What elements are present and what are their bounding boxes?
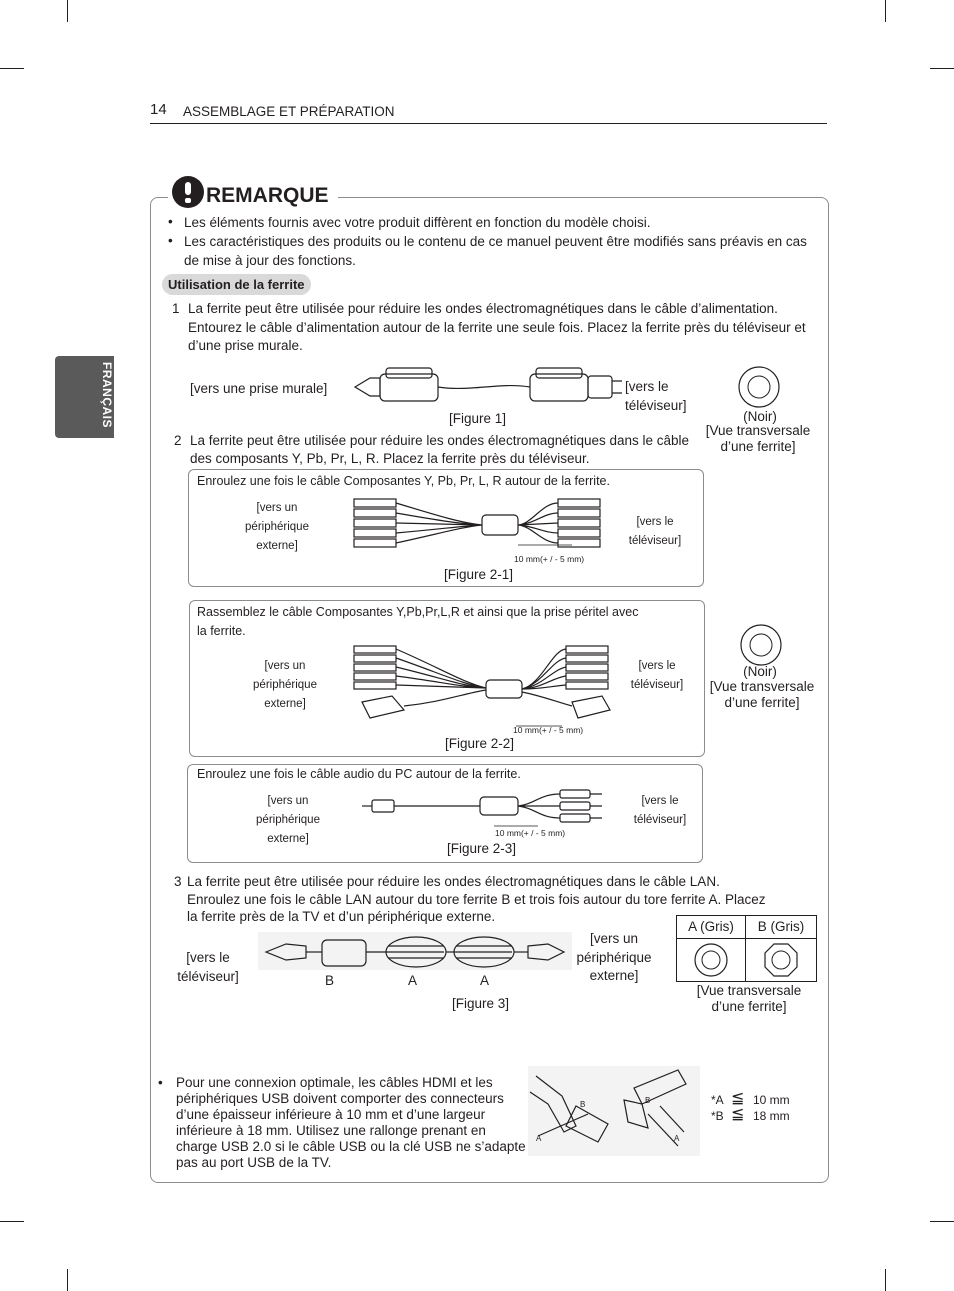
- ferrite-table-header-a: A (Gris): [688, 919, 734, 934]
- less-equal-icon: ≦: [731, 1090, 745, 1107]
- fig22-right-label: [vers le téléviseur]: [630, 660, 684, 691]
- item3-text: La ferrite peut être utilisée pour réduire les ondes électromagnétiques dans le câble LAN. Enroulez une fois le câble LAN autour du tore ferrite B et trois fois autour du tore ferrite A. Placez la ferrite près de la TV et d’un périphérique externe.: [187, 874, 766, 924]
- language-tab-label: FRANÇAIS: [100, 362, 114, 428]
- component-cable-ferrite-illustration: [352, 497, 602, 555]
- ferrite-cross-section-icon: [740, 624, 782, 666]
- fig22-caption: [Figure 2-2]: [445, 736, 515, 751]
- fig1-right-label: [vers le téléviseur]: [625, 379, 687, 413]
- crop-mark: [885, 0, 886, 22]
- warning-icon: [172, 176, 204, 208]
- ferrite-view-2-color: (Noir): [743, 664, 777, 679]
- ferrite-table: [676, 915, 817, 982]
- bullet-icon: •: [168, 233, 173, 248]
- fig21-left-label: [vers un périphérique externe]: [245, 502, 309, 552]
- ferrite-table-label: [Vue transversale d’une ferrite]: [696, 983, 802, 1014]
- pc-audio-ferrite-illustration: [360, 786, 610, 830]
- fig3-caption: [Figure 3]: [452, 996, 510, 1011]
- ferrite-view-2-label: [Vue transversale d’une ferrite]: [709, 679, 815, 710]
- ferrite-a-icon: [694, 943, 728, 977]
- language-tab: [55, 356, 114, 438]
- crop-mark: [67, 1269, 68, 1291]
- spec-a-value: 10 mm: [753, 1093, 790, 1107]
- bullet-icon: •: [168, 214, 173, 229]
- crop-mark: [885, 1269, 886, 1291]
- note-title: REMARQUE: [206, 184, 329, 207]
- fig22-left-label: [vers un périphérique externe]: [253, 660, 317, 710]
- fig23-caption: [Figure 2-3]: [447, 841, 517, 856]
- spec-b-label: *B: [711, 1109, 724, 1123]
- fig3-left-label: [vers le téléviseur]: [177, 950, 239, 984]
- crop-mark: [930, 68, 954, 69]
- ferrite-view-1-color: (Noir): [743, 409, 777, 424]
- crop-mark: [67, 0, 68, 22]
- fig21-measure: 10 mm(+ / - 5 mm): [514, 554, 585, 564]
- hdmi-usb-note: Pour une connexion optimale, les câbles HDMI et les périphériques USB doivent comporter des connecteurs d’une épaisseur inférieure à 10 mm et d’une largeur inférieure à 18 mm. Utilisez une rallonge prenant en charge USB 2.0 si le câble USB ou la clé USB ne s’adapte pas au port USB de la TV.: [176, 1075, 526, 1170]
- usb-diagram-label-b: B: [645, 1096, 651, 1105]
- item2-text: La ferrite peut être utilisée pour réduire les ondes électromagnétiques dans le câble des composants Y, Pb, Pr, L, R. Placez la ferrite près du téléviseur.: [190, 433, 690, 466]
- fig1-left-label: [vers une prise murale]: [190, 381, 328, 396]
- ferrite-heading: [162, 274, 311, 295]
- ferrite-table-header-b: B (Gris): [757, 919, 805, 934]
- crop-mark: [930, 1221, 954, 1222]
- item3-number: 3: [174, 874, 182, 889]
- page-header: [150, 101, 827, 124]
- note-bullet-2: Les caractéristiques des produits ou le contenu de ce manuel peuvent être modifiés sans préavis en cas de mise à jour des fonctions.: [184, 234, 807, 268]
- fig3-label-b: B: [325, 973, 335, 988]
- fig3-label-a2: A: [480, 973, 490, 988]
- usb-diagram-label-a: A: [674, 1134, 680, 1143]
- item1-number: 1: [172, 301, 180, 316]
- ferrite-b-icon: [764, 943, 798, 977]
- hdmi-diagram-label-a: A: [536, 1134, 542, 1143]
- crop-mark: [0, 1221, 24, 1222]
- ferrite-heading-label: Utilisation de la ferrite: [168, 277, 305, 292]
- fig1-caption: [Figure 1]: [449, 411, 507, 426]
- page-number: 14: [150, 101, 167, 118]
- fig3-right-label: [vers un périphérique externe]: [576, 931, 652, 983]
- scart-component-ferrite-illustration: [352, 644, 614, 726]
- fig21-caption: [Figure 2-1]: [444, 567, 514, 582]
- fig3-label-a1: A: [408, 973, 418, 988]
- bullet-icon: •: [158, 1075, 163, 1090]
- item2-number: 2: [174, 433, 182, 448]
- fig22-measure: 10 mm(+ / - 5 mm): [513, 725, 584, 735]
- item1-text: La ferrite peut être utilisée pour réduire les ondes électromagnétiques dans le câble d’alimentation. Entourez le câble d’alimentation autour de la ferrite une seule fois. Placez la ferrite près du téléviseur et d’une prise murale.: [188, 301, 806, 353]
- spec-a-label: *A: [711, 1093, 724, 1107]
- note-bullet-1: Les éléments fournis avec votre produit diffèrent en fonction du modèle choisi.: [184, 215, 651, 230]
- lan-cable-ferrite-illustration: [258, 932, 572, 970]
- section-title: ASSEMBLAGE ET PRÉPARATION: [183, 104, 395, 119]
- ferrite-view-1-label: [Vue transversale d’une ferrite]: [705, 423, 811, 454]
- fig21-right-label: [vers le téléviseur]: [628, 516, 682, 547]
- fig22-instruction: Rassemblez le câble Composantes Y,Pb,Pr,L,R et ainsi que la prise péritel avec la ferrite.: [197, 605, 639, 638]
- spec-b-value: 18 mm: [753, 1109, 790, 1123]
- crop-mark: [0, 68, 24, 69]
- hdmi-diagram-label-b: B: [580, 1100, 586, 1109]
- ferrite-cross-section-icon: [738, 366, 780, 408]
- fig23-instruction: Enroulez une fois le câble audio du PC autour de la ferrite.: [197, 767, 521, 781]
- fig23-left-label: [vers un périphérique externe]: [256, 795, 320, 845]
- fig23-measure: 10 mm(+ / - 5 mm): [495, 828, 566, 838]
- fig21-instruction: Enroulez une fois le câble Composantes Y, Pb, Pr, L, R autour de la ferrite.: [197, 474, 610, 488]
- fig23-right-label: [vers le téléviseur]: [633, 795, 687, 826]
- power-cable-ferrite-illustration: [350, 362, 620, 412]
- less-equal-icon: ≦: [731, 1106, 745, 1123]
